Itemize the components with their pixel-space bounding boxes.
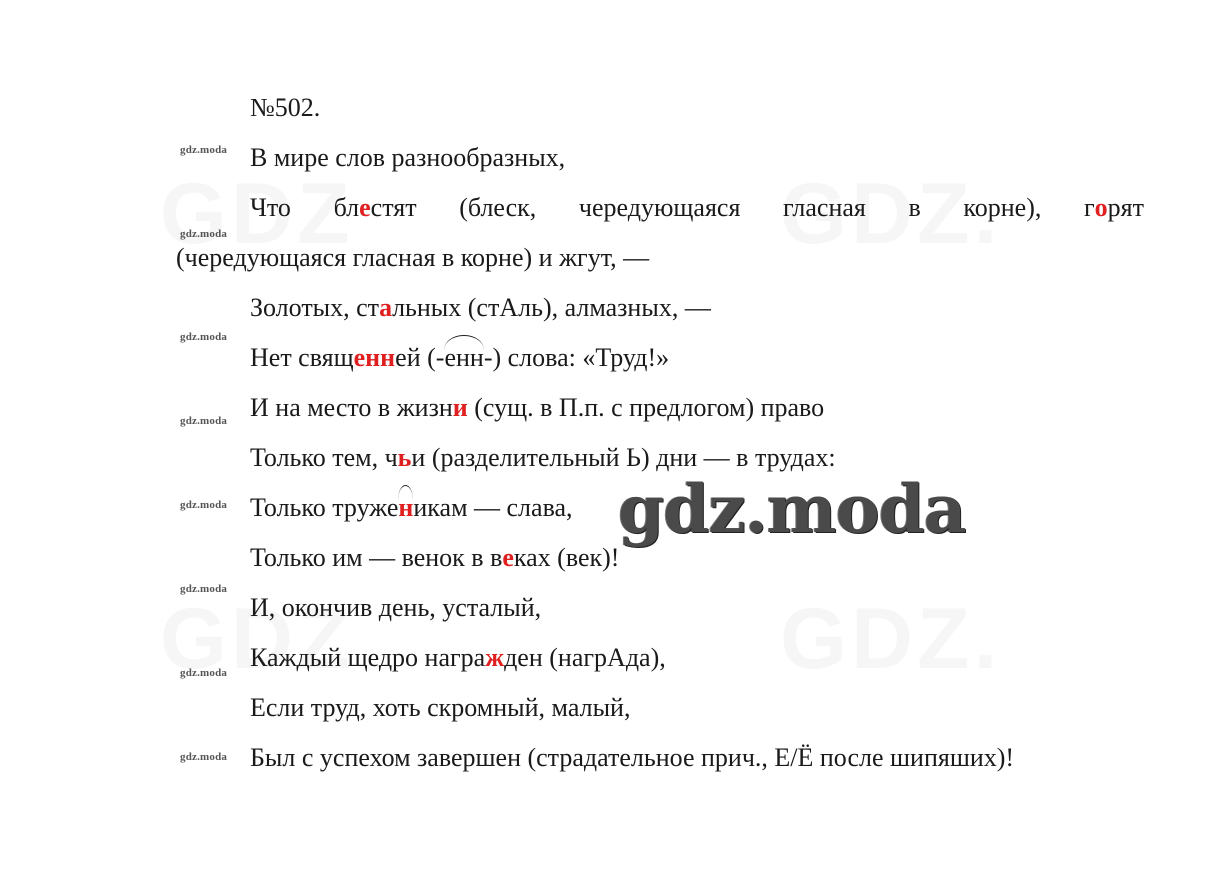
watermark-small: gdz.moda [180, 228, 228, 240]
word: в [908, 193, 921, 222]
watermark-small: gdz.moda [180, 667, 228, 679]
word: чередующаяся [578, 193, 741, 222]
watermark-small: gdz.moda [180, 331, 228, 343]
poem-line: Если труд, хоть скромный, малый, [250, 693, 631, 722]
poem-line: Был с успехом завершен (страдательное прич., Е/Ё после шипяших)! [250, 743, 1015, 772]
watermark-small: gdz.moda [180, 583, 228, 595]
faint-watermark [780, 590, 1001, 689]
watermark-small: gdz.moda [180, 415, 228, 427]
poem-line [250, 192, 1144, 224]
word: блестят [333, 193, 417, 222]
watermark-small: gdz.moda [180, 751, 228, 763]
poem-line: (чередующаяся гласная в корне) и жгут, — [176, 243, 650, 272]
poem-line: Нет священней (-енн-) слова: «Труд!» [250, 343, 670, 372]
poem-line: И, окончив день, усталый, [250, 593, 542, 622]
word: горят [1084, 193, 1144, 222]
word: гласная [783, 193, 866, 222]
poem-line: Только им — венок в веках (век)! [250, 543, 620, 572]
word: (блеск, [459, 193, 537, 222]
task-number: №502. [250, 93, 321, 122]
poem-line: Только труженикам — слава, [250, 493, 573, 522]
word: корне), [963, 193, 1042, 222]
poem-line: В мире слов разнообразных, [250, 143, 566, 172]
word: Что [250, 193, 291, 222]
poem-line: Каждый щедро награжден (нагрАда), [250, 643, 666, 672]
poem-line: И на место в жизни (сущ. в П.п. с предлогом) право [250, 393, 825, 422]
watermark-small: gdz.moda [180, 144, 228, 156]
suffix-arc-mark: енн [444, 343, 484, 372]
watermark-small: gdz.moda [180, 499, 228, 511]
watermark-logo: gdz.moda [618, 470, 966, 548]
poem-line: Только тем, чьи (разделительный Ь) дни — в трудах: [250, 443, 836, 472]
poem-line: Золотых, стальных (стАль), алмазных, — [250, 293, 711, 322]
